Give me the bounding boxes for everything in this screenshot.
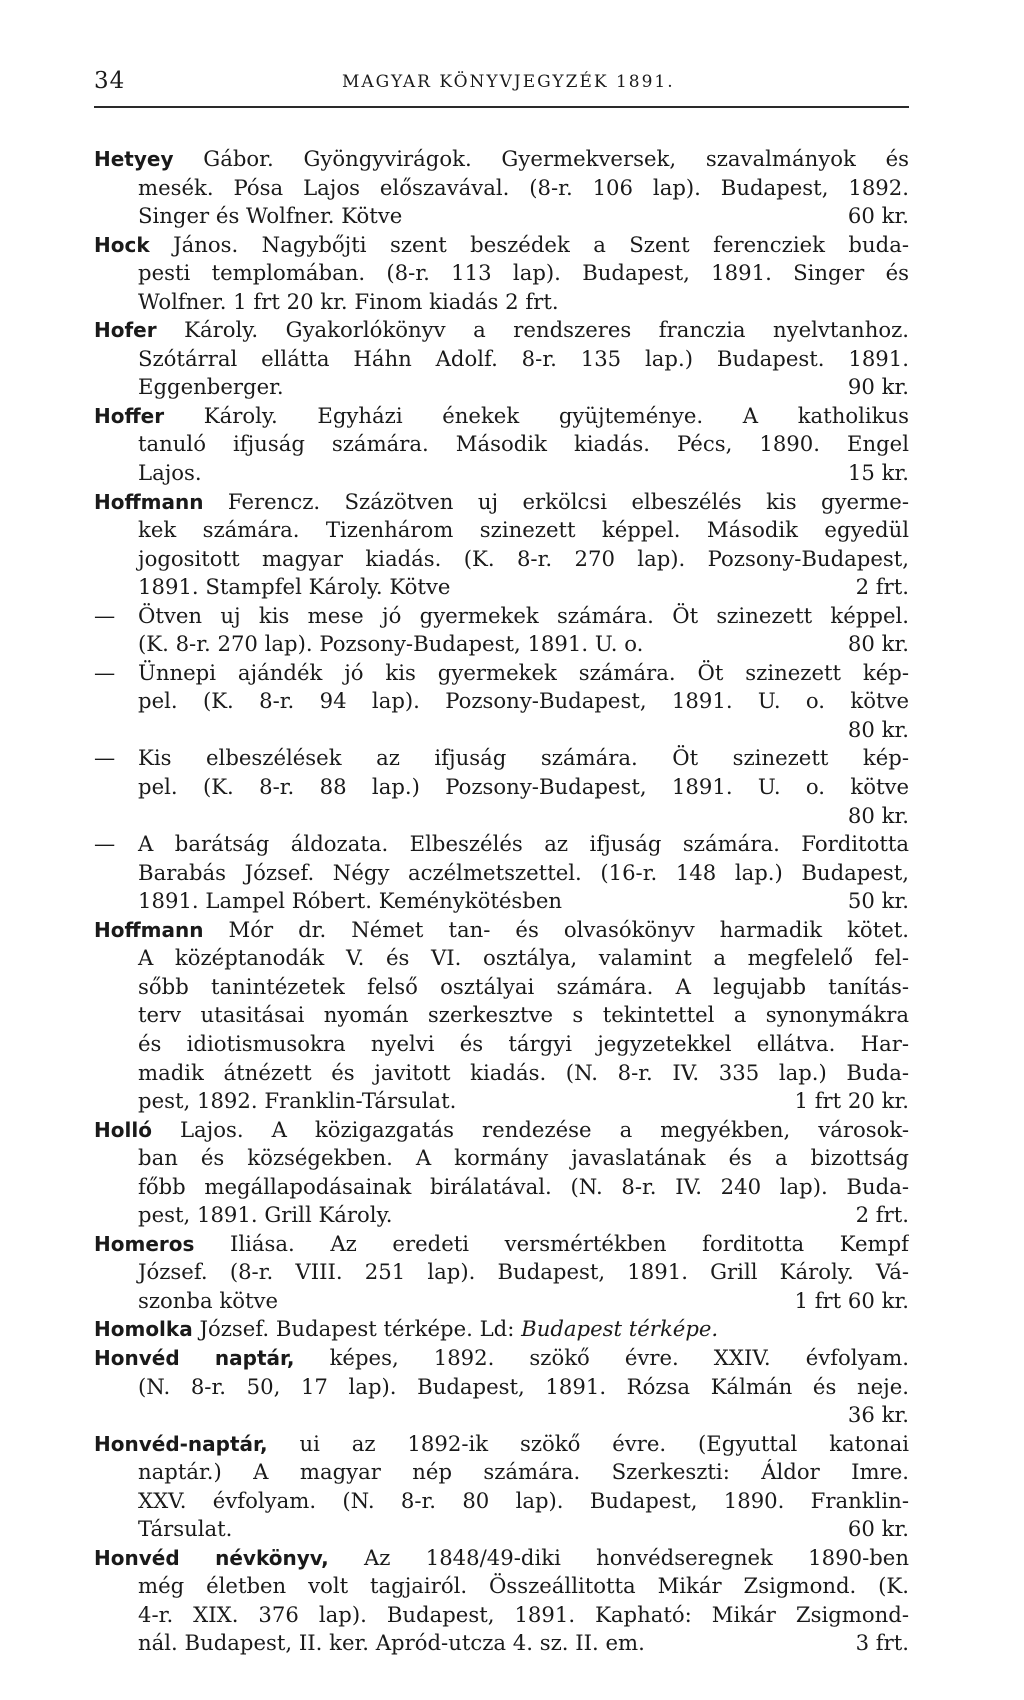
entry-text: pel. (K. 8-r. 94 lap). Pozsony-Budapest, 1891. U. o. kötve: [138, 688, 909, 714]
entry-line: [94, 944, 909, 973]
author-given-name: Károly.: [156, 317, 259, 343]
entry-line: [94, 516, 909, 545]
author-surname: Honvéd naptár,: [94, 1345, 295, 1370]
price: 60 kr.: [847, 1516, 909, 1542]
entry-text: főbb megállapodásainak birálatával. (N. 8-r. IV. 240 lap). Buda-: [138, 1173, 909, 1199]
entry-text: pesti templomában. (8-r. 113 lap). Budapest, 1891. Singer és: [138, 260, 909, 286]
page-header: [94, 68, 910, 102]
entry-line: [94, 630, 909, 659]
entry-line: [94, 1116, 909, 1145]
entry-line: [94, 1173, 909, 1202]
author-surname: Hoffer: [94, 403, 165, 428]
entry-text: madik átnézett és javitott kiadás. (N. 8-r. IV. 335 lap.) Buda-: [138, 1059, 909, 1085]
entry-text: tanuló ifjuság számára. Második kiadás. Pécs, 1890. Engel: [138, 431, 909, 457]
entry-line: [94, 830, 909, 859]
entry-line: [94, 373, 909, 402]
author-surname: Honvéd névkönyv,: [94, 1545, 329, 1570]
entry-text: szonba kötve: [138, 1287, 278, 1313]
entry-line: [94, 1629, 909, 1658]
entry-line: [94, 1601, 909, 1630]
entry-line: [94, 545, 909, 574]
author-surname: Homolka: [94, 1317, 193, 1342]
price: 15 kr.: [847, 460, 909, 486]
bibliography-entry: [94, 659, 909, 745]
entry-text: 1891. Lampel Róbert. Keménykötésben: [138, 888, 563, 914]
entry-text: Barabás József. Négy aczélmetszettel. (16-r. 148 lap.) Budapest,: [138, 859, 909, 885]
entry-text: Szótárral ellátta Háhn Adolf. 8-r. 135 lap.) Budapest. 1891.: [138, 345, 909, 371]
bibliography-entry: [94, 402, 909, 488]
price: 50 kr.: [847, 888, 909, 914]
price: 90 kr.: [847, 374, 909, 400]
entry-text: Az eredeti versmértékben forditotta Kempf: [294, 1230, 909, 1256]
entry-line: [94, 602, 909, 631]
entry-text: Gábor. Gyöngyvirágok. Gyermekversek, szavalmányok és: [173, 146, 909, 171]
entry-text: mesék. Pósa Lajos előszavával. (8-r. 106 lap). Budapest, 1892.: [138, 174, 909, 200]
header-rule: [94, 106, 909, 108]
entry-text: Wolfner. 1 frt 20 kr. Finom kiadás 2 frt.: [138, 288, 559, 314]
entry-line: [94, 1201, 909, 1230]
price: 2 frt.: [855, 574, 909, 600]
entry-line: [94, 887, 909, 916]
entry-text: Eggenberger.: [138, 374, 284, 400]
entry-line: [94, 1087, 909, 1116]
entry-line: [94, 1458, 909, 1487]
entry-text: pest, 1891. Grill Károly.: [138, 1202, 393, 1228]
author-surname: Honvéd-naptár,: [94, 1431, 268, 1456]
entry-text: nál. Budapest, II. ker. Apród-utcza 4. sz. II. em.: [138, 1630, 645, 1656]
entry-line: [94, 573, 909, 602]
entry-text: Singer és Wolfner. Kötve: [138, 203, 403, 229]
author-given-name: Mór dr.: [203, 916, 327, 942]
entry-text: Budapest térképe. Ld:: [269, 1316, 522, 1342]
entry-line: [94, 345, 909, 374]
author-surname: Hoffmann: [94, 917, 204, 942]
bibliography-entry: [94, 316, 909, 402]
entry-line: [94, 430, 909, 459]
entry-line: [94, 916, 909, 945]
bibliography-entry: [94, 830, 909, 916]
entry-line: [94, 859, 909, 888]
entry-text: Nagybőjti szent beszédek a Szent ferencziek buda-: [238, 231, 909, 257]
price: 3 frt.: [855, 1630, 909, 1656]
entry-text: Kis elbeszélések az ifjuság számára. Öt szinezett kép-: [138, 745, 909, 771]
bibliography-entry: [94, 602, 909, 659]
entry-text: ban és községekben. A kormány javaslatának és a bizottság: [138, 1145, 909, 1171]
ditto-dash: —: [94, 745, 116, 771]
entry-line: [94, 1059, 909, 1088]
entry-text: Gyakorlókönyv a rendszeres franczia nyelvtanhoz.: [258, 317, 909, 343]
entry-text: A közigazgatás rendezése a megyékben, városok-: [243, 1116, 909, 1142]
entry-text: és idiotismusokra nyelvi és tárgyi jegyzetekkel ellátva. Har-: [138, 1030, 909, 1056]
entry-text: Lajos.: [138, 460, 202, 486]
author-given-name: Károly.: [164, 402, 278, 428]
entry-line: [94, 773, 909, 802]
entry-text: terv utasitásai nyomán szerkesztve s tekintettel a synonymákra: [138, 1002, 909, 1028]
entry-line: [94, 1401, 909, 1430]
entry-text: Egyházi énekek gyüjteménye. A katholikus: [277, 402, 909, 428]
author-surname: Hetyey: [94, 147, 174, 171]
entry-line: [94, 1487, 909, 1516]
bibliography-entry: [94, 488, 909, 602]
entry-text: jogositott magyar kiadás. (K. 8-r. 270 lap). Pozsony-Budapest,: [138, 545, 909, 571]
entry-line: [94, 488, 909, 517]
entry-text: (K. 8-r. 270 lap). Pozsony-Budapest, 1891. U. o.: [138, 631, 644, 657]
author-given-name: József.: [192, 1316, 270, 1342]
entry-line: [94, 316, 909, 345]
entry-line: [94, 402, 909, 431]
ditto-dash: —: [94, 602, 116, 628]
entry-text: pel. (K. 8-r. 88 lap.) Pozsony-Budapest, 1891. U. o. kötve: [138, 774, 909, 800]
entry-text: (N. 8-r. 50, 17 lap). Budapest, 1891. Rózsa Kálmán és neje.: [138, 1373, 909, 1399]
cross-reference-title: Budapest térképe.: [521, 1316, 719, 1342]
bibliography-entry: [94, 1315, 909, 1344]
entry-line: [94, 259, 909, 288]
entry-text: pest, 1892. Franklin-Társulat.: [138, 1088, 457, 1114]
entry-line: [94, 1373, 909, 1402]
author-surname: Hoffmann: [94, 489, 204, 514]
entry-line: [94, 1230, 909, 1259]
bibliography-entry: [94, 145, 909, 231]
entry-line: [94, 744, 909, 773]
ditto-dash: —: [94, 659, 116, 685]
entry-text: sőbb tanintézetek felső osztályai számára. A legujabb tanítás-: [138, 973, 909, 999]
bibliography-entries: [94, 145, 909, 1658]
entry-line: [94, 1430, 909, 1459]
entry-line: [94, 973, 909, 1002]
entry-text: Társulat.: [138, 1516, 233, 1542]
bibliography-entry: [94, 744, 909, 830]
running-title: MAGYAR KÖNYVJEGYZÉK 1891.: [342, 72, 675, 92]
author-given-name: Lajos.: [151, 1116, 244, 1142]
price: 2 frt.: [855, 1202, 909, 1228]
entry-line: [94, 1001, 909, 1030]
entry-line: [94, 687, 909, 716]
entry-text: Ünnepi ajándék jó kis gyermekek számára. Öt szinezett kép-: [138, 659, 909, 685]
entry-line: [94, 1030, 909, 1059]
entry-line: [94, 802, 909, 831]
author-surname: Hock: [94, 232, 150, 257]
page-number: 34: [94, 68, 126, 94]
entry-text: Százötven uj erkölcsi elbeszélés kis gyerme-: [320, 488, 909, 514]
entry-line: [94, 145, 909, 174]
entry-text: még életben volt tagjairól. Összeállitotta Mikár Zsigmond. (K.: [138, 1573, 909, 1599]
bibliography-entry: [94, 1230, 909, 1316]
bibliography-entry: [94, 1544, 909, 1658]
bibliography-entry: [94, 916, 909, 1116]
entry-line: [94, 716, 909, 745]
entry-line: [94, 1515, 909, 1544]
entry-text: XXV. évfolyam. (N. 8-r. 80 lap). Budapest, 1890. Franklin-: [138, 1487, 909, 1513]
entry-text: naptár.) A magyar nép számára. Szerkeszti: Áldor Imre.: [138, 1459, 909, 1485]
entry-line: [94, 1572, 909, 1601]
entry-text: A középtanodák V. és VI. osztálya, valamint a megfelelő fel-: [138, 945, 909, 971]
entry-line: [94, 174, 909, 203]
entry-text: képes, 1892. szökő évre. XXIV. évfolyam.: [294, 1344, 909, 1370]
bibliography-entry: [94, 1430, 909, 1544]
entry-text: 1891. Stampfel Károly. Kötve: [138, 574, 451, 600]
entry-text: Német tan- és olvasókönyv harmadik kötet.: [326, 916, 909, 942]
ditto-dash: —: [94, 831, 116, 857]
entry-text: A barátság áldozata. Elbeszélés az ifjuság számára. Forditotta: [138, 831, 909, 857]
author-surname: Homeros: [94, 1231, 195, 1256]
entry-text: 4-r. XIX. 376 lap). Budapest, 1891. Kapható: Mikár Zsigmond-: [138, 1601, 909, 1627]
entry-line: [94, 1258, 909, 1287]
price: 80 kr.: [847, 802, 909, 828]
author-surname: Hofer: [94, 318, 157, 343]
author-given-name: János.: [149, 231, 239, 257]
bibliography-entry: [94, 1344, 909, 1430]
price: 36 kr.: [847, 1402, 909, 1428]
author-given-name: Ferencz.: [203, 488, 321, 514]
entry-text: Az 1848/49-diki honvédseregnek 1890-ben: [328, 1544, 909, 1570]
price: 1 frt 20 kr.: [794, 1088, 909, 1114]
entry-line: [94, 1344, 909, 1373]
price: 80 kr.: [847, 631, 909, 657]
entry-line: [94, 1544, 909, 1573]
entry-line: [94, 659, 909, 688]
entry-text: ui az 1892-ik szökő évre. (Egyuttal katonai: [267, 1430, 909, 1456]
entry-line: [94, 459, 909, 488]
price: 80 kr.: [847, 716, 909, 742]
entry-line: [94, 288, 909, 317]
entry-text: József. (8-r. VIII. 251 lap). Budapest, 1891. Grill Károly. Vá-: [138, 1259, 909, 1285]
author-given-name: Iliása.: [194, 1230, 295, 1256]
entry-text: Ötven uj kis mese jó gyermekek számára. Öt szinezett képpel.: [138, 602, 909, 628]
entry-line: [94, 1144, 909, 1173]
entry-line: [94, 231, 909, 260]
entry-line: [94, 1315, 909, 1344]
bibliography-entry: [94, 1116, 909, 1230]
price: 1 frt 60 kr.: [794, 1287, 909, 1313]
entry-text: kek számára. Tizenhárom szinezett képpel. Második egyedül: [138, 517, 909, 543]
price: 60 kr.: [847, 203, 909, 229]
author-surname: Holló: [94, 1117, 152, 1142]
entry-line: [94, 1287, 909, 1316]
bibliography-entry: [94, 231, 909, 317]
entry-line: [94, 202, 909, 231]
